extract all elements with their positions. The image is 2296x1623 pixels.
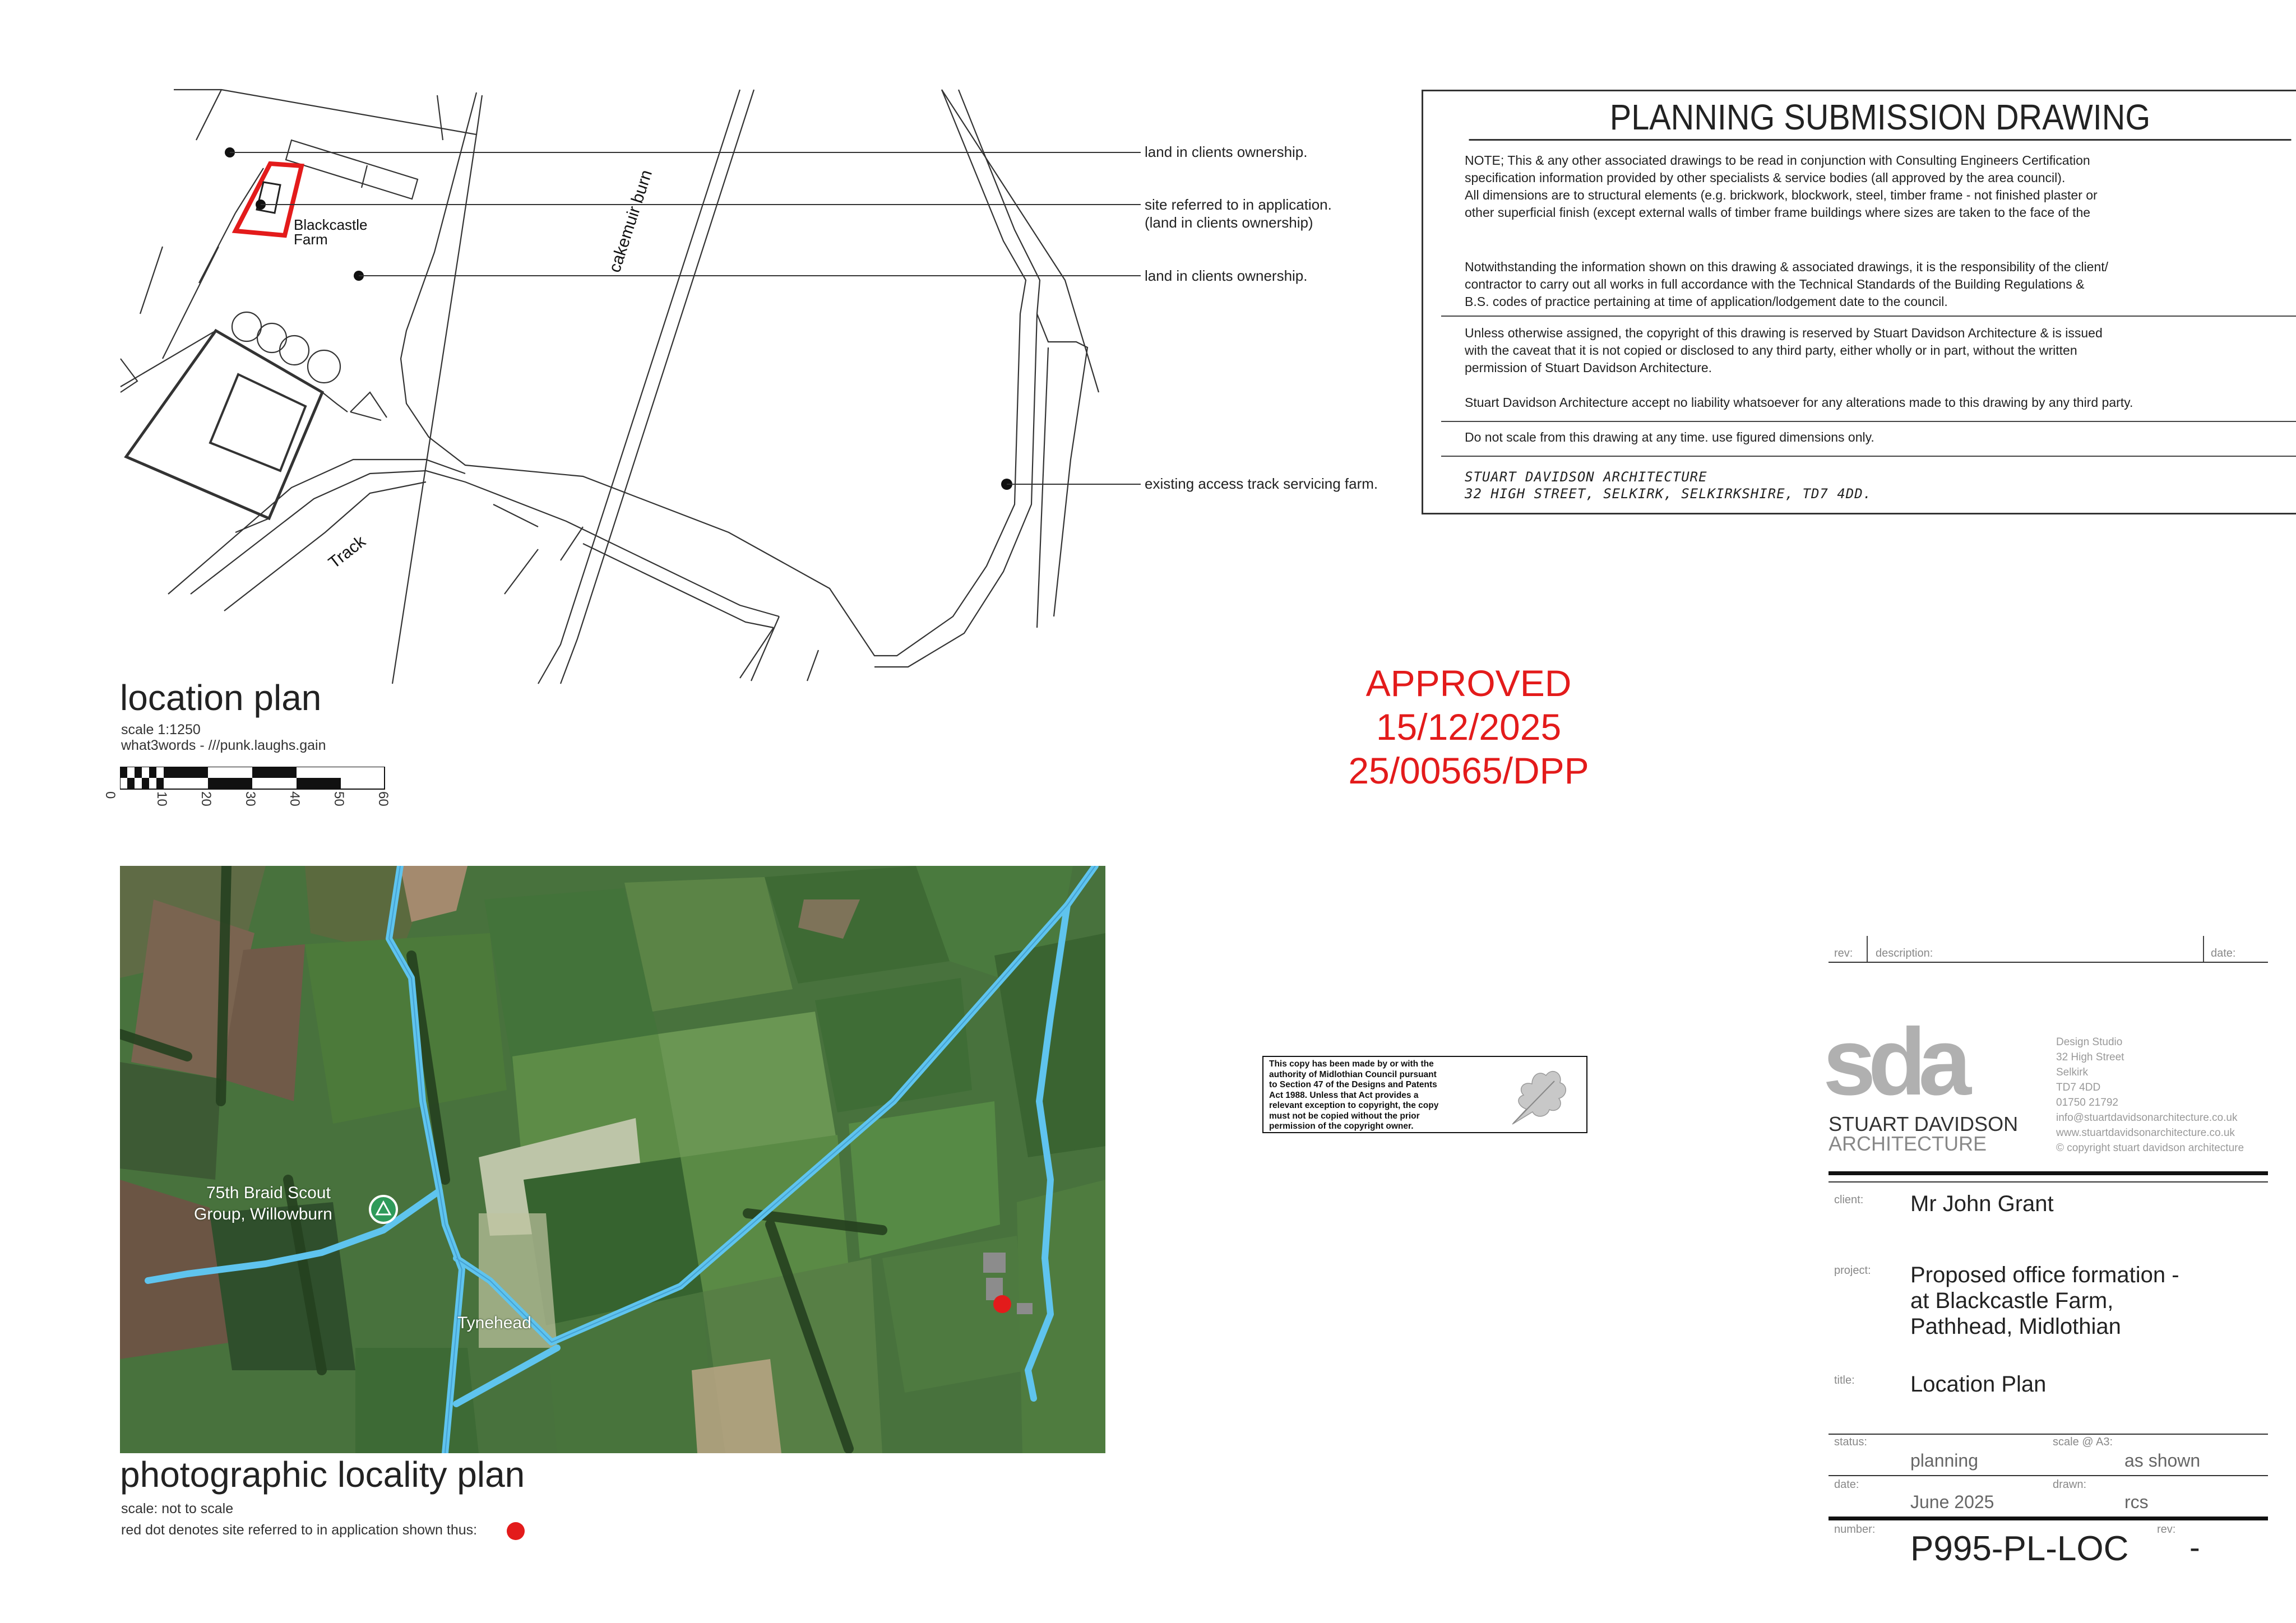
status-value: planning [1910,1450,1978,1471]
company-name-line2: ARCHITECTURE [1829,1132,1987,1155]
approval-status: APPROVED [1365,662,1572,704]
scale-label: scale @ A3: [2053,1436,2113,1448]
client-value: Mr John Grant [1910,1191,2054,1216]
title-block-rule [1829,1181,2268,1183]
revision-rev-header: rev: [1834,947,1853,959]
copyright-line: with the caveat that it is not copied or disclosed to any third party, either wholly or in part, without the written [1465,343,2077,358]
copyright-notice-line: permission of the copyright owner. [1269,1121,1414,1131]
legend-red-dot-icon [507,1522,525,1540]
copyright-line: permission of Stuart Davidson Architecture. [1465,360,1712,375]
note-line: NOTE; This & any other associated drawings to be read in conjunction with Consulting Engineers Certification [1465,153,2090,168]
location-plan-drawing [0,0,1457,706]
revision-divider [1867,936,1868,962]
site-boundary-outline [235,164,302,235]
project-line: Proposed office formation - [1910,1263,2179,1287]
note-paragraph [1465,152,2098,221]
scale-tick-10: 10 [154,791,169,806]
copyright-notice-line: Act 1988. Unless that Act provides a [1269,1090,1419,1100]
project-value [1910,1262,2179,1339]
approval-date: 15/12/2025 [1376,706,1562,748]
note-line: All dimensions are to structural elements (e.g. brickwork, blockwork, steel, timber frame - not finished plaster or [1465,188,2098,202]
aerial-photo-map [120,866,1105,1453]
sda-logo: sda [1823,1009,1964,1115]
studio-info-line: Design Studio [2056,1036,2123,1048]
scout-group-label-line1: 75th Braid Scout [206,1184,331,1202]
notwithstanding-line: contractor to carry out all works in full accordance with the Technical Standards of the Building Regulations & [1465,277,2085,291]
farm-label-line1: Blackcastle [294,216,368,233]
signature-line1: STUART DAVIDSON ARCHITECTURE [1465,469,1707,485]
notwithstanding-paragraph [1465,258,2108,310]
scale-tick-0: 0 [103,791,118,799]
client-label: client: [1834,1194,1864,1206]
date-value: June 2025 [1910,1492,1994,1512]
title-label: title: [1834,1374,1855,1386]
revision-date-header: date: [2211,947,2236,959]
copyright-notice-line: to Section 47 of the Designs and Patents [1269,1080,1437,1089]
photographic-plan-legend: red dot denotes site referred to in application shown thus: [121,1522,478,1538]
notwithstanding-line: Notwithstanding the information shown on this drawing & associated drawings, it is the responsibility of the client/ [1465,259,2109,274]
studio-info-line: 32 High Street [2056,1051,2124,1063]
location-plan-scale: scale 1:1250 [121,722,201,738]
planning-submission-box [1422,90,2296,514]
rev-label: rev: [2157,1523,2176,1536]
studio-info-line: www.stuartdavidsonarchitecture.co.uk [2056,1127,2235,1139]
scale-tick-40: 40 [287,791,302,806]
number-label: number: [1834,1523,1876,1536]
project-line: at Blackcastle Farm, [1910,1288,2114,1313]
scale-tick-60: 60 [376,791,391,806]
project-label: project: [1834,1264,1871,1277]
studio-contact-info [2056,1035,2269,1156]
note-line: other superficial finish (except external walls of timber frame buildings where sizes are taken to the face of the [1465,205,2091,220]
scale-bar [120,767,389,795]
drawing-number: P995-PL-LOC [1910,1529,2129,1568]
studio-info-line: © copyright stuart davidson architecture [2056,1142,2244,1154]
callout-site-line2: (land in clients ownership) [1145,214,1313,231]
title-value: Location Plan [1910,1372,2047,1397]
copyright-notice-line: relevant exception to copyright, the copy [1269,1101,1439,1110]
status-label: status: [1834,1436,1867,1448]
copyright-line: Unless otherwise assigned, the copyright of this drawing is reserved by Stuart Davidson Architecture & is issued [1465,326,2103,340]
planning-submission-title: PLANNING SUBMISSION DRAWING [1469,91,2292,141]
photographic-plan-scale: scale: not to scale [121,1501,234,1517]
village-label: Tynehead [457,1314,531,1332]
studio-info-line: TD7 4DD [2056,1082,2101,1093]
callout-site-line1: site referred to in application. [1145,196,1332,213]
scale-tick-50: 50 [331,791,346,806]
callout-land-ownership-1: land in clients ownership. [1145,143,1308,160]
scale-tick-30: 30 [243,791,258,806]
farm-label-line2: Farm [294,231,328,248]
title-block-rule [1829,1434,2268,1435]
location-plan-what3words: what3words - ///punk.laughs.gain [121,738,326,753]
copyright-notice-text [1269,1059,1438,1132]
divider [1441,316,2296,317]
notwithstanding-line: B.S. codes of practice pertaining at time of application/lodgement date to the council. [1465,294,1948,309]
title-block-rule-thick [1829,1171,2268,1175]
studio-info-line: info@stuartdavidsonarchitecture.co.uk [2056,1112,2238,1124]
project-line: Pathhead, Midlothian [1910,1314,2121,1339]
studio-info-line: 01750 21792 [2056,1097,2118,1109]
title-block-rule-thick [1829,1517,2268,1520]
drawn-value: rcs [2124,1492,2149,1512]
do-not-scale-text: Do not scale from this drawing at any time. use figured dimensions only. [1465,430,1874,444]
revision-divider [2203,936,2204,962]
divider [1441,421,2296,422]
copyright-notice-line: authority of Midlothian Council pursuant [1269,1069,1437,1079]
callout-access-track: existing access track servicing farm. [1145,475,1378,492]
note-line: specification information provided by other specialists & service bodies (all approved by the area council). [1465,170,2066,185]
callout-land-ownership-2: land in clients ownership. [1145,267,1308,284]
divider [1441,456,2296,457]
copyright-notice-line: must not be copied without the prior [1269,1111,1420,1121]
liability-text: Stuart Davidson Architecture accept no liability whatsoever for any alterations made to this drawing by any third party. [1465,395,2133,410]
oak-leaf-icon [1501,1061,1574,1129]
studio-info-line: Selkirk [2056,1066,2089,1078]
company-name-line1: STUART DAVIDSON [1829,1112,2019,1135]
drawn-label: drawn: [2053,1478,2087,1491]
signature-line2: 32 HIGH STREET, SELKIRK, SELKIRKSHIRE, TD7 4DD. [1465,486,1872,502]
scale-value: as shown [2124,1450,2201,1471]
burn-label: cakemuir burn [605,168,656,275]
council-copyright-notice [1262,1056,1587,1133]
copyright-paragraph [1465,324,2103,377]
track-label: Track [325,532,369,573]
scale-tick-20: 20 [198,791,214,806]
rev-value: - [2189,1529,2200,1565]
approval-stamp [1289,661,1648,792]
location-plan-heading: location plan [120,678,322,718]
date-label: date: [1834,1478,1859,1491]
photographic-plan-heading: photographic locality plan [120,1454,525,1495]
copyright-notice-line: This copy has been made by or with the [1269,1059,1434,1069]
revision-description-header: description: [1876,947,1933,959]
scout-group-label-line2: Group, Willowburn [194,1205,332,1223]
title-block-rule [1829,1475,2268,1476]
approval-reference: 25/00565/DPP [1348,750,1589,791]
revision-rule [1829,962,2268,963]
